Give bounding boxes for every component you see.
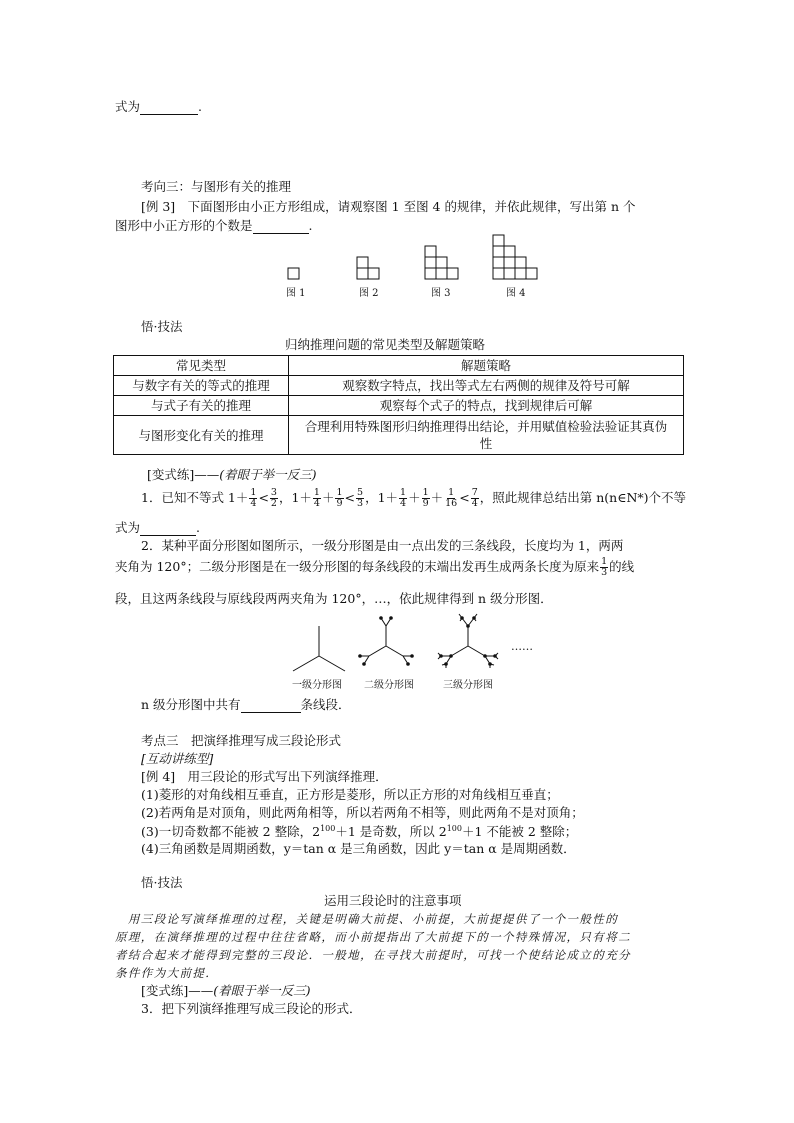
fraction — [249, 488, 257, 508]
numerator: 7 — [471, 487, 478, 498]
op: ，1＋ — [365, 489, 399, 505]
tips2-paragraph-line: 用三段论写演绎推理的过程，关键是明确大前提、小前提，大前提提供了一个一般性的 — [115, 912, 619, 926]
fig4-label: 图 4 — [506, 288, 526, 299]
example4-item3 — [141, 825, 577, 839]
exponent: 100 — [446, 824, 462, 833]
example4-text: [例 4] 用三段论的形式写出下列演绎推理． — [141, 769, 388, 784]
example3-question: 图形中小正方形的个数是 — [115, 218, 253, 233]
period: . — [196, 520, 200, 535]
answer-blank — [140, 101, 198, 115]
q2-line2 — [115, 556, 634, 578]
fig1-label: 图 1 — [286, 288, 306, 299]
numerator: 1 — [448, 487, 455, 498]
fraction — [270, 488, 278, 508]
practice-label: [变式练]—— — [147, 467, 220, 482]
table-cell: 与式子有关的推理 — [114, 396, 289, 416]
table-cell: 与数字有关的等式的推理 — [114, 376, 289, 396]
table-title: 归纳推理问题的常见类型及解题策略 — [285, 337, 486, 352]
denominator: 2 — [270, 497, 277, 509]
period: . — [198, 99, 202, 114]
q2-line2-text: 夹角为 120°；二级分形图是在一级分形图的每条线段的末端出发再生成两条长度为原来 — [115, 558, 600, 574]
denominator: 9 — [336, 497, 343, 509]
fraction — [356, 488, 364, 508]
fig2-label: 图 2 — [359, 288, 379, 299]
period: . — [308, 218, 313, 233]
op: ＋ — [321, 489, 335, 505]
fraction — [313, 488, 321, 508]
fraction — [471, 488, 479, 508]
tips1-heading: 悟·技法 — [141, 319, 183, 334]
square-figures — [0, 230, 794, 310]
practice2-label — [141, 985, 311, 998]
item3-part: (3)一切奇数都不能被 2 整除，2 — [141, 824, 321, 840]
op: < — [459, 489, 470, 505]
table-header-row — [114, 356, 684, 376]
table-row — [114, 376, 684, 396]
example4-item4: (4)三角函数是周期函数，y＝tan α 是三角函数，因此 y＝tan α 是周期函数． — [141, 841, 576, 856]
fig1-square — [288, 268, 299, 279]
denominator: 4 — [313, 497, 320, 509]
op: ＋ — [408, 489, 421, 505]
table-header-cell: 常见类型 — [114, 356, 289, 376]
answer-blank — [140, 522, 196, 536]
example3-text-line1: [例 3] 下面图形由小正方形组成，请观察图 1 至图 4 的规律，并依此规律，写出第 n 个 — [141, 199, 636, 214]
tips2-heading: 悟·技法 — [141, 875, 183, 890]
strategy-table — [113, 355, 684, 455]
q2-answer-prefix: n 级分形图中共有 — [141, 697, 241, 712]
numerator: 1 — [400, 487, 407, 498]
q1-line1 — [141, 487, 686, 509]
tips2-paragraph-line: 者结合起来才能得到完整的三段论．一般地，在寻找大前提时，可找一个使结论成立的充分 — [115, 948, 631, 962]
top-line-text: 式为 — [115, 99, 141, 114]
denominator: 4 — [471, 497, 478, 509]
answer-blank — [241, 699, 301, 713]
q2-answer-suffix: 条线段． — [300, 697, 351, 712]
fractal-diagrams — [0, 610, 794, 680]
example4-item1: (1)菱形的对角线相互垂直，正方形是菱形，所以正方形的对角线相互垂直； — [141, 787, 559, 802]
q1-suffix: ，照此规律总结出第 n(n∈N*)个不等 — [479, 489, 687, 505]
op: < — [344, 489, 356, 505]
op: ，1＋ — [278, 489, 312, 505]
denominator: 9 — [422, 497, 429, 509]
table-cell: 与图形变化有关的推理 — [114, 416, 289, 455]
fractal-label-level2: 二级分形图 — [364, 680, 414, 691]
table-row — [114, 396, 684, 416]
item3-part: ＋1 是奇数，所以 2 — [335, 824, 447, 840]
practice-note: (着眼于举一反三) — [219, 467, 317, 482]
denominator: 4 — [250, 497, 257, 509]
q2-answer-line — [141, 699, 351, 713]
point3-heading: 考点三 把演绎推理写成三段论形式 — [141, 733, 342, 748]
fig3-label: 图 3 — [431, 288, 451, 299]
fraction-one-third — [600, 557, 608, 577]
denominator: 16 — [445, 497, 458, 509]
section3-heading: 考向三：与图形有关的推理 — [141, 179, 292, 194]
op: < — [258, 489, 269, 505]
tips2-paragraph-line: 原理，在演绎推理的过程中往往省略，而小前提指出了大前提下的一个特殊情况，只有将二 — [115, 930, 631, 944]
numerator: 1 — [601, 556, 608, 567]
point3-tag: [互动讲练型] — [141, 751, 214, 766]
op: ＋ — [430, 489, 444, 505]
q2-line2-end: 的线 — [609, 558, 635, 574]
q2-line3: 段，且这两条线段与原线段两两夹角为 120°，…，依此规律得到 n 级分形图． — [115, 591, 553, 606]
fractal-label-level3: 三级分形图 — [443, 680, 493, 691]
table-cell: 观察每个式子的特点，找到规律后可解 — [289, 396, 684, 416]
numerator: 1 — [422, 487, 429, 498]
q3-text: 3．把下列演绎推理写成三段论的形式． — [141, 1001, 362, 1016]
fraction — [444, 488, 458, 508]
tips2-paragraph-line: 条件作为大前提． — [115, 966, 219, 980]
numerator: 5 — [357, 487, 364, 498]
q1-line2-text: 式为 — [115, 520, 141, 535]
fractal-level1-segment — [293, 656, 319, 671]
practice-note: (着眼于举一反三) — [213, 983, 311, 998]
fractal-level1-segment — [319, 656, 345, 671]
exponent: 100 — [320, 824, 336, 833]
fraction — [422, 488, 430, 508]
denominator: 4 — [400, 497, 407, 509]
numerator: 3 — [270, 487, 277, 498]
numerator: 1 — [313, 487, 320, 498]
item3-part: ＋1 不能被 2 整除； — [461, 824, 578, 840]
top-answer-line — [115, 101, 202, 115]
fraction — [335, 488, 343, 508]
practice-label: [变式练]—— — [141, 983, 214, 998]
example4-item2: (2)若两角是对顶角，则此两角相等，所以若两角不相等，则此两角不是对顶角； — [141, 805, 584, 820]
q1-line2 — [115, 522, 200, 536]
table-header-cell: 解题策略 — [289, 356, 684, 376]
practice1-label — [147, 469, 317, 482]
fractal-ellipsis: …… — [511, 640, 533, 653]
table-cell: 观察数字特点，找出等式左右两侧的规律及符号可解 — [289, 376, 684, 396]
fractal-label-level1: 一级分形图 — [292, 680, 342, 691]
table-cell: 合理利用特殊图形归纳推理得出结论，并用赋值检验法验证其真伪性 — [289, 416, 684, 455]
q2-line1: 2．某种平面分形图如图所示，一级分形图是由一点出发的三条线段，长度均为 1，两两 — [141, 538, 624, 553]
table-row — [114, 416, 684, 455]
tips2-title: 运用三段论时的注意事项 — [324, 893, 462, 908]
q1-prefix: 1．已知不等式 1＋ — [141, 489, 249, 505]
numerator: 1 — [336, 487, 343, 498]
denominator: 3 — [357, 497, 364, 509]
numerator: 1 — [250, 487, 257, 498]
denominator: 3 — [601, 566, 608, 578]
fraction — [399, 488, 407, 508]
